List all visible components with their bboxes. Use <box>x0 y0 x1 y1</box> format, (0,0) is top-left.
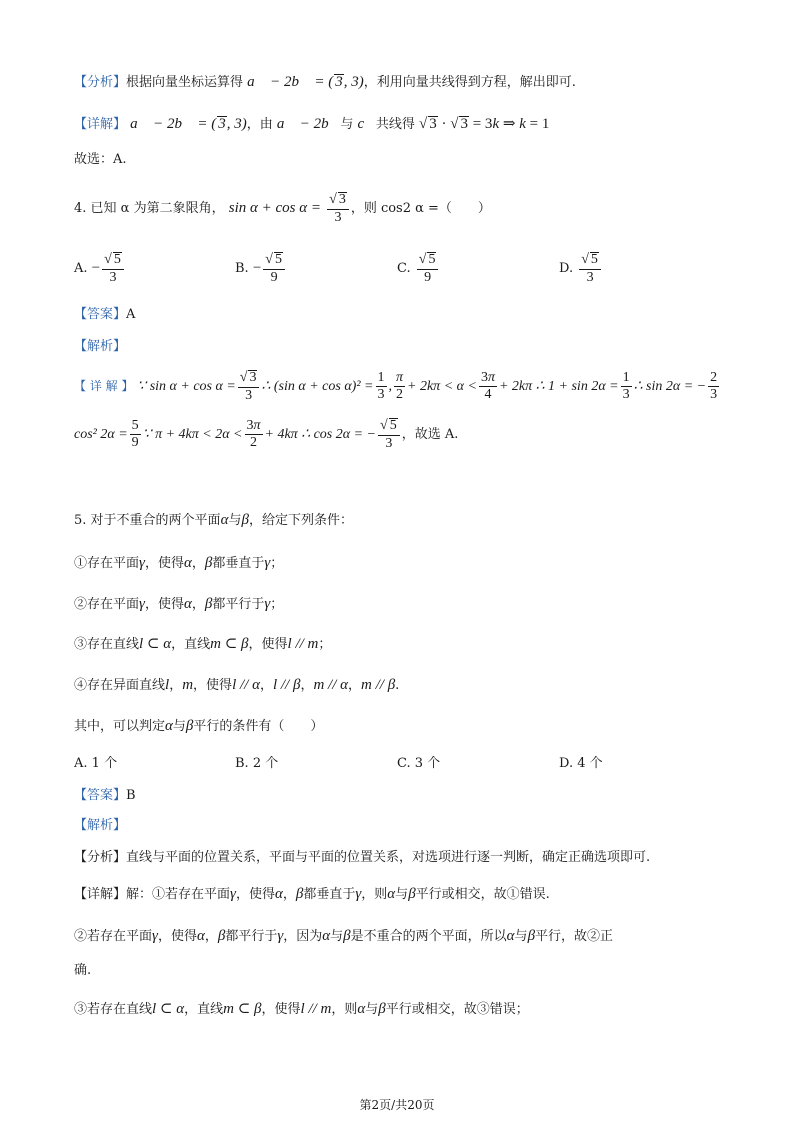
math-collinear-eq: √ 3 · √ 3 = 3k ⇒ k = 1 <box>419 116 550 132</box>
option-label: D. <box>559 261 574 277</box>
option-fraction: $\frac{√ 5}{3}$ <box>102 252 124 285</box>
q4-stem-a: 已知 α 为第二象限角， <box>90 201 225 217</box>
q5-condition-1: ①存在平面γ，使得α，β都垂直于γ； <box>74 555 284 571</box>
math-vector-a2b: a⃗ − 2b⃗ <box>276 116 341 132</box>
q4-stem <box>74 192 491 225</box>
option-fraction: $\frac{√ 5}{3}$ <box>579 252 601 285</box>
q4-answer <box>74 308 135 321</box>
math-fraction-sqrt3-3: $\frac{√ 3}{3}$ <box>327 192 349 225</box>
answer-value: A <box>126 307 136 322</box>
q5-condition-3: ③存在直线l ⊂ α，直线m ⊂ β，使得l // m； <box>74 636 332 652</box>
option-sign: − <box>91 260 101 277</box>
q4-analysis-tag: 【解析】 <box>74 339 127 354</box>
q5-option-d: D. 4 个 <box>559 756 603 771</box>
prev-analysis-text-a: 根据向量坐标运算得 <box>126 75 244 90</box>
detail-tag: 【 详 解 】 <box>74 379 134 394</box>
option-label: C. <box>397 261 411 277</box>
q4-option-b <box>235 252 287 285</box>
q5-condition-2: ②存在平面γ，使得α，β都平行于γ； <box>74 596 284 612</box>
math-detail-2: cos² 2α = <box>74 427 128 443</box>
prev-detail-line <box>74 116 549 132</box>
math-detail-1: ∵ sin α + cos α = <box>137 379 236 395</box>
q4-stem-b: ，则 cos2 α =（ ） <box>350 201 491 217</box>
q4-detail-line-1: 【 详 解 】 ∵ sin α + cos α = $\frac{√ 3}{3}$ ∴ (sin α + cos α)² = $\frac{1}{3}$ , $\frac{\pi}{2}$ + 2kπ < α < $\frac{3\pi}{4}$ + 2kπ ∴ 1 + sin 2α = $\frac{1}{3}$ ∴ sin 2α = − $\frac{2}{3}$ <box>74 369 718 403</box>
q4-detail-line-2: cos² 2α = $\frac{5}{9}$ ∵ π + 4kπ < 2α < $\frac{3\pi}{2}$ + 4kπ ∴ cos 2α = − $\frac{√ 5}{3}$ ，故选 A. <box>74 417 459 451</box>
q5-option-c: C. 3 个 <box>397 756 441 771</box>
q5-analysis: 【分析】直线与平面的位置关系，平面与平面的位置关系，对选项进行逐一判断，确定正确选项即可. <box>74 850 651 865</box>
math-vector-expr-2: a⃗ − 2b⃗ = ( 3, 3) <box>130 116 247 132</box>
q4-option-d <box>559 252 603 285</box>
q5-answer: 【答案】B <box>74 788 136 803</box>
prev-detail-text-c: 共线得 <box>375 117 415 132</box>
option-sign: − <box>252 260 262 277</box>
answer-tag: 【答案】 <box>74 307 127 322</box>
q4-number: 4. <box>74 201 87 217</box>
math-sin-plus-cos: sin α + cos α = <box>228 200 321 217</box>
math-vector-c: c⃗ <box>357 116 376 132</box>
prev-analysis-text-b: ，利用向量共线得到方程，解出即可. <box>363 75 576 90</box>
q5-analysis-tag: 【解析】 <box>74 818 127 833</box>
q5-option-a: A. 1 个 <box>74 756 118 771</box>
page-footer: 第2页/共20页 <box>359 1098 435 1112</box>
q5-detail-2-cont: 确. <box>74 963 92 978</box>
q5-detail-1: 【详解】解：①若存在平面γ，使得α，β都垂直于γ，则α与β平行或相交，故①错误. <box>74 886 550 902</box>
q5-option-b: B. 2 个 <box>235 756 279 771</box>
prev-detail-text-b: 与 <box>340 117 354 132</box>
prev-detail-text-a: ，由 <box>246 117 273 132</box>
q4-option-a <box>74 252 126 285</box>
q5-question: 其中，可以判定α与β平行的条件有（ ） <box>74 718 324 734</box>
option-label: B. <box>235 261 249 277</box>
prev-analysis-line <box>74 74 576 90</box>
q4-detail-end: ，故选 A. <box>401 427 459 443</box>
option-fraction: $\frac{√ 5}{9}$ <box>263 252 285 285</box>
q5-condition-4: ④存在异面直线l，m，使得l // α，l // β，m // α，m // β. <box>74 677 400 693</box>
q5-stem: 5. 对于不重合的两个平面α与β，给定下列条件： <box>74 512 353 528</box>
option-label: A. <box>74 261 88 277</box>
q5-detail-2: ②若存在平面γ，使得α，β都平行于γ，因为α与β是不重合的两个平面，所以α与β平行，故②正 <box>74 928 614 944</box>
detail-tag: 【详解】 <box>74 117 127 132</box>
q4-option-c <box>397 252 440 285</box>
math-vector-expr: a⃗ − 2b⃗ = ( 3, 3) <box>247 74 364 90</box>
analysis-tag: 【分析】 <box>74 75 127 90</box>
prev-choice-line: 故选：A. <box>74 152 127 167</box>
q5-detail-3: ③若存在直线l ⊂ α，直线m ⊂ β，使得l // m，则α与β平行或相交，故③错误； <box>74 1001 529 1017</box>
option-fraction: $\frac{√ 5}{9}$ <box>417 252 439 285</box>
